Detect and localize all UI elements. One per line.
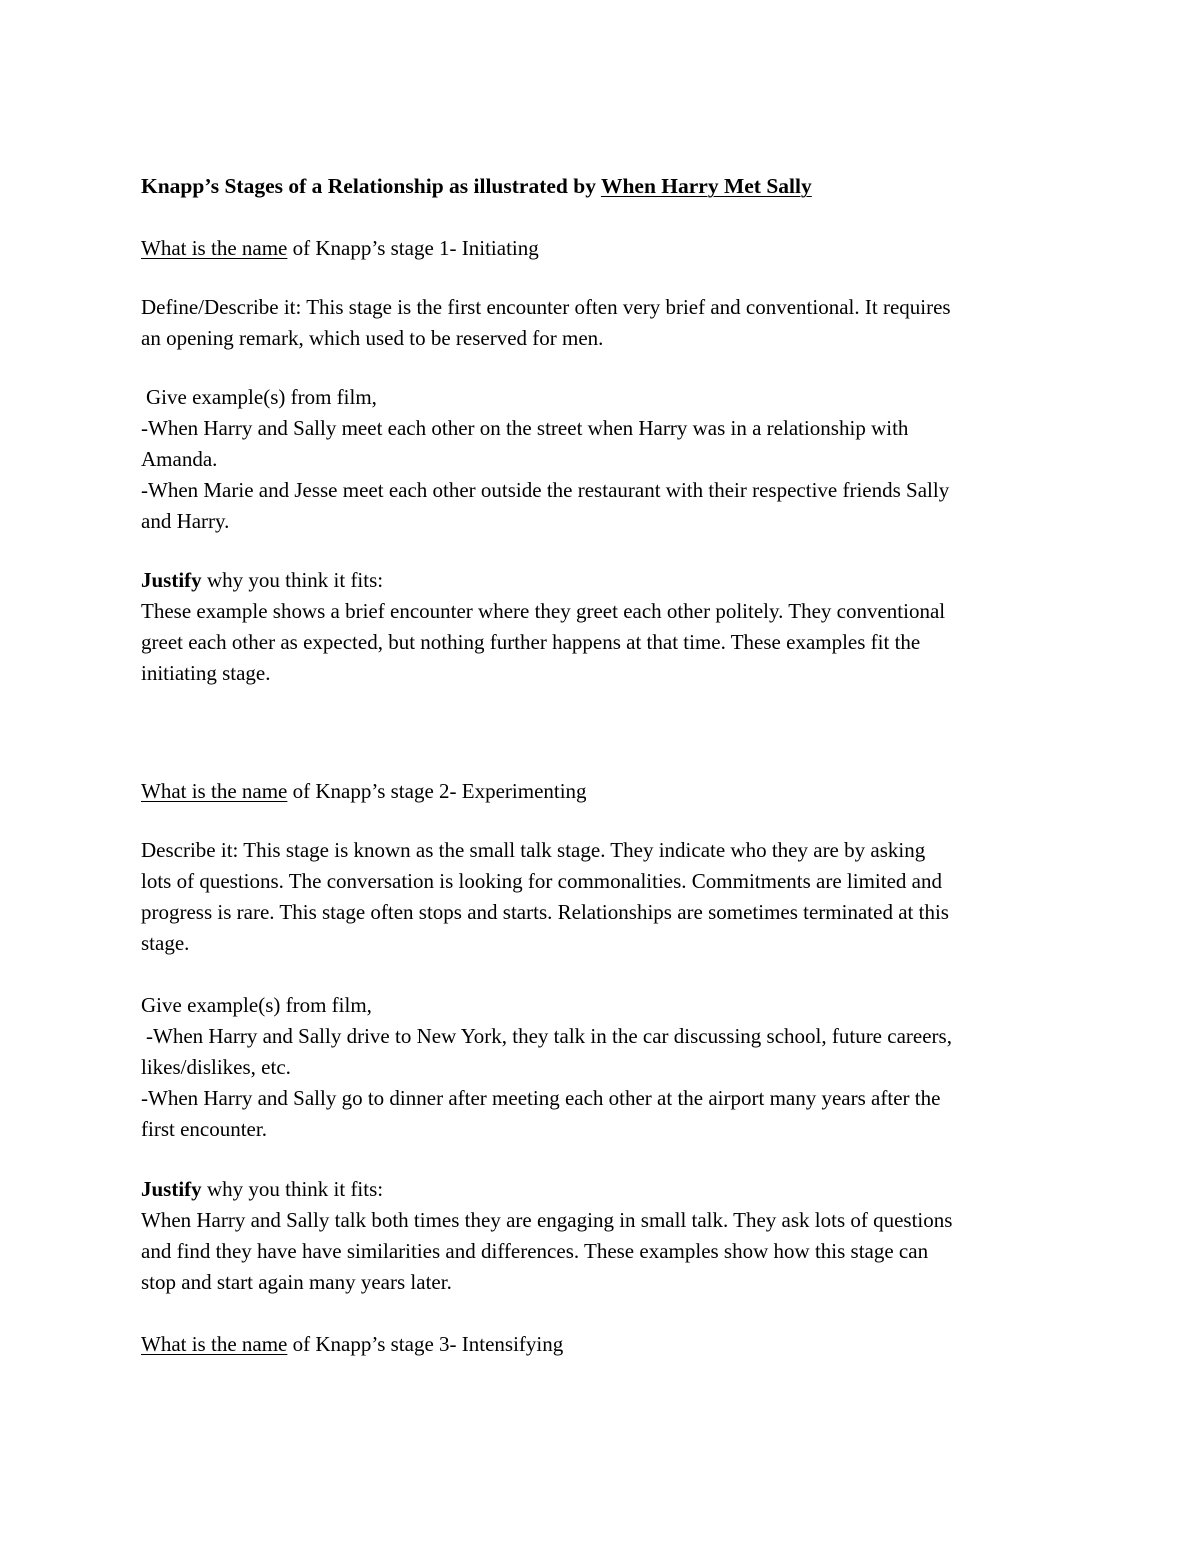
stage1-example-line: -When Harry and Sally meet each other on the street when Harry was in a relationship with <box>141 416 909 440</box>
stage1-examples-label: Give example(s) from film, <box>146 385 377 409</box>
stage2-define-line: lots of questions. The conversation is looking for commonalities. Commitments are limited and <box>141 869 942 893</box>
stage2-justify-line: stop and start again many years later. <box>141 1270 452 1294</box>
title-prefix: Knapp’s Stages of a Relationship as illustrated by <box>141 174 601 198</box>
justify-keyword: Justify <box>141 568 202 592</box>
stage2-name-answer: of Knapp’s stage 2- Experimenting <box>287 779 587 803</box>
stage2-examples-label: Give example(s) from film, <box>141 993 372 1017</box>
stage1-name-answer: of Knapp’s stage 1- Initiating <box>287 236 539 260</box>
stage1-example-line: Amanda. <box>141 447 218 471</box>
stage1-justify-line: initiating stage. <box>141 661 271 685</box>
stage2-justify-label <box>141 1175 383 1203</box>
stage2-define-line: stage. <box>141 931 190 955</box>
stage2-name-question: What is the name <box>141 779 288 803</box>
stage2-name <box>141 777 587 805</box>
stage2-justify-line: and find they have have similarities and differences. These examples show how this stage can <box>141 1239 929 1263</box>
document-title <box>141 172 812 200</box>
stage1-define-line: Define/Describe it: This stage is the first encounter often very brief and conventional. It requires <box>141 295 951 319</box>
stage1-define-line: an opening remark, which used to be reserved for men. <box>141 326 604 350</box>
stage2-justify-line: When Harry and Sally talk both times they are engaging in small talk. They ask lots of questions <box>141 1208 953 1232</box>
stage3-name-answer: of Knapp’s stage 3- Intensifying <box>287 1332 564 1356</box>
stage2-example-line: first encounter. <box>141 1117 267 1141</box>
justify-rest: why you think it fits: <box>201 568 384 592</box>
film-title: When Harry Met Sally <box>600 174 812 198</box>
stage1-example-line: and Harry. <box>141 509 230 533</box>
stage1-justify-label <box>141 566 383 594</box>
stage2-define-line: Describe it: This stage is known as the small talk stage. They indicate who they are by asking <box>141 838 926 862</box>
justify-keyword: Justify <box>141 1177 202 1201</box>
justify-rest: why you think it fits: <box>201 1177 384 1201</box>
stage3-name <box>141 1330 563 1358</box>
stage1-justify-line: These example shows a brief encounter where they greet each other politely. They conventional <box>141 599 946 623</box>
stage2-example-line: -When Harry and Sally go to dinner after meeting each other at the airport many years after the <box>141 1086 941 1110</box>
stage3-name-question: What is the name <box>141 1332 288 1356</box>
stage1-example-line: -When Marie and Jesse meet each other outside the restaurant with their respective friends Sally <box>141 478 950 502</box>
stage2-define-line: progress is rare. This stage often stops and starts. Relationships are sometimes terminated at this <box>141 900 949 924</box>
stage2-example-line: -When Harry and Sally drive to New York, they talk in the car discussing school, future careers, <box>146 1024 952 1048</box>
stage2-example-line: likes/dislikes, etc. <box>141 1055 291 1079</box>
stage1-name-question: What is the name <box>141 236 288 260</box>
stage1-name <box>141 234 539 262</box>
stage1-justify-line: greet each other as expected, but nothing further happens at that time. These examples fit the <box>141 630 921 654</box>
